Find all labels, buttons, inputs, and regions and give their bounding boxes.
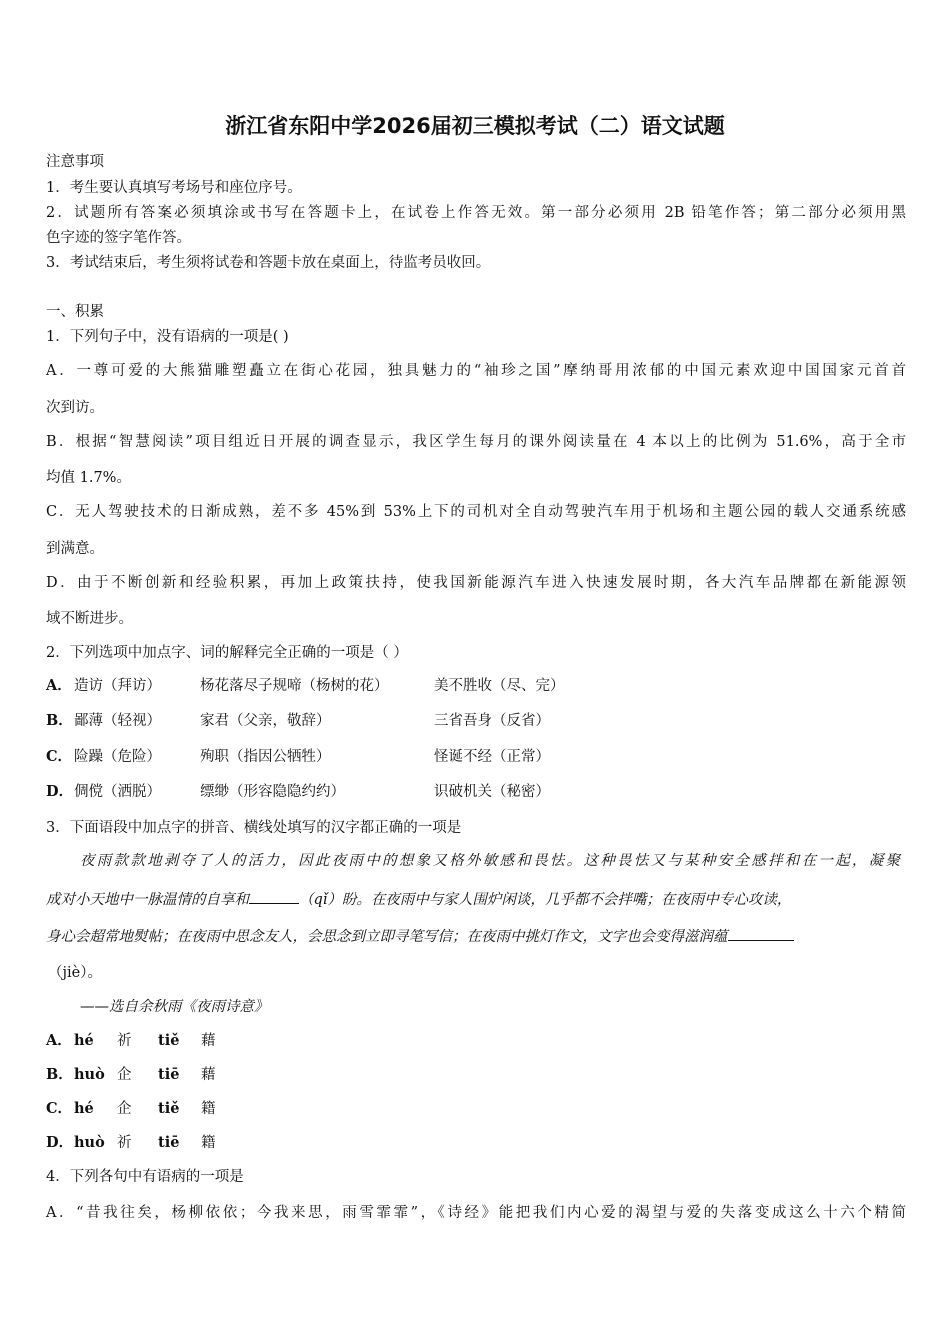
q3-passage-line	[46, 889, 791, 910]
q2-option-term: 怪诞不经（正常）	[434, 749, 550, 765]
q2-option-label: A．	[46, 677, 72, 694]
question-3-stem: 3．下面语段中加点字的拼音、横线处填写的汉字都正确的一项是	[46, 820, 462, 836]
question-2-stem: 2．下列选项中加点字、词的解释完全正确的一项是（ ）	[46, 645, 408, 661]
q3-passage-line	[46, 926, 794, 947]
q3-option-item: tiē	[158, 1066, 180, 1083]
q2-option-term: 识破机关（秘密）	[434, 784, 550, 800]
notice-item: 色字迹的签字笔作答。	[46, 230, 191, 246]
q3-passage-line: （jiè）。	[48, 965, 102, 981]
q3-option-item: 祈	[117, 1135, 132, 1151]
q2-option-term: 倜傥（洒脱）	[74, 784, 161, 800]
q2-option-label: B．	[46, 712, 73, 729]
q3-option-item: huò	[74, 1066, 105, 1083]
q3-option-item: huò	[74, 1134, 105, 1151]
q3-passage-text: 身心会超常地熨帖；在夜雨中思念友人，会思念到立即寻笔写信；在夜雨中挑灯作文，文字也会变得滋润蕴	[46, 929, 728, 945]
q3-option-item: tiē	[158, 1134, 180, 1151]
q3-passage-line: 夜雨款款地剥夺了人的活力，因此夜雨中的想象又格外敏感和畏怯。这种畏怯又与某种安全感拌和在一起，凝聚	[80, 853, 900, 869]
notice-item: 1．考生要认真填写考场号和座位序号。	[46, 180, 302, 196]
notice-heading: 注意事项	[46, 154, 104, 170]
q3-option-item: 企	[117, 1067, 132, 1083]
q4-option-a: A．“昔我往矣，杨柳依依；今我来思，雨雪霏霏”，《诗经》能把我们内心爱的渴望与爱的失落变成这么十六个精简	[46, 1205, 906, 1221]
q1-option-d-cont: 域不断进步。	[46, 611, 133, 627]
q2-option-term: 美不胜收（尽、完）	[434, 678, 565, 694]
q2-option-term: 缥缈（形容隐隐约约）	[200, 784, 345, 800]
page-title: 浙江省东阳中学2026届初三模拟考试（二）语文试题	[225, 114, 725, 138]
q2-option-label: D．	[46, 783, 74, 800]
answer-blank	[249, 889, 299, 904]
q2-option-label: C．	[46, 748, 73, 765]
q3-passage-text: 成对小天地中一脉温情的自享和	[46, 892, 249, 908]
q3-passage-source: ——选自余秋雨《夜雨诗意》	[80, 999, 269, 1015]
q3-option-item: 藉	[201, 1033, 216, 1049]
notice-item: 2．试题所有答案必须填涂或书写在答题卡上，在试卷上作答无效。第一部分必须用 2B 铅笔作答；第二部分必须用黑	[46, 205, 906, 221]
q1-option-d: D．由于不断创新和经验积累，再加上政策扶持，使我国新能源汽车进入快速发展时期，各大汽车品牌都在新能源领	[46, 575, 906, 591]
q1-option-b: B．根据“智慧阅读”项目组近日开展的调查显示，我区学生每月的课外阅读量在 4 本以上的比例为 51.6%，高于全市	[46, 434, 906, 450]
q1-option-a: A．一尊可爱的大熊猫雕塑矗立在街心花园，独具魅力的“袖珍之国”摩纳哥用浓郁的中国元素欢迎中国国家元首首	[46, 363, 906, 379]
q3-option-item: 籍	[201, 1135, 216, 1151]
q3-option-item: 藉	[201, 1067, 216, 1083]
q1-option-b-cont: 均值 1.7%。	[46, 470, 131, 486]
q3-option-item: 企	[117, 1101, 132, 1117]
q3-option-item: hé	[74, 1100, 94, 1117]
q2-option-term: 险躁（危险）	[74, 749, 161, 765]
q1-option-c: C．无人驾驶技术的日渐成熟，差不多 45%到 53%上下的司机对全自动驾驶汽车用于机场和主题公园的载人交通系统感	[46, 504, 906, 520]
q1-option-c-cont: 到满意。	[46, 541, 104, 557]
q3-option-item: 祈	[117, 1033, 132, 1049]
q3-option-label: B．	[46, 1066, 73, 1083]
q3-option-item: tiě	[158, 1100, 180, 1117]
q2-option-term: 殉职（指因公牺牲）	[200, 749, 331, 765]
q2-option-term: 杨花落尽子规啼（杨树的花）	[200, 678, 389, 694]
q1-option-a-cont: 次到访。	[46, 400, 104, 416]
q3-option-label: D．	[46, 1134, 74, 1151]
q2-option-term: 三省吾身（反省）	[434, 713, 550, 729]
answer-blank	[728, 926, 794, 941]
q3-option-label: A．	[46, 1032, 72, 1049]
question-1-stem: 1．下列句子中，没有语病的一项是( )	[46, 329, 289, 345]
q2-option-term: 造访（拜访）	[74, 678, 161, 694]
q2-option-term: 家君（父亲，敬辞）	[200, 713, 331, 729]
q3-option-item: tiě	[158, 1032, 180, 1049]
q3-passage-text: （qǐ）盼。在夜雨中与家人围炉闲谈，几乎都不会拌嘴；在夜雨中专心攻读，	[299, 892, 792, 908]
section-heading: 一、积累	[46, 304, 104, 320]
question-4-stem: 4．下列各句中有语病的一项是	[46, 1169, 244, 1185]
q3-option-label: C．	[46, 1100, 73, 1117]
q3-option-item: 籍	[201, 1101, 216, 1117]
notice-item: 3．考试结束后，考生须将试卷和答题卡放在桌面上，待监考员收回。	[46, 255, 491, 271]
q3-option-item: hé	[74, 1032, 94, 1049]
q2-option-term: 鄙薄（轻视）	[74, 713, 161, 729]
